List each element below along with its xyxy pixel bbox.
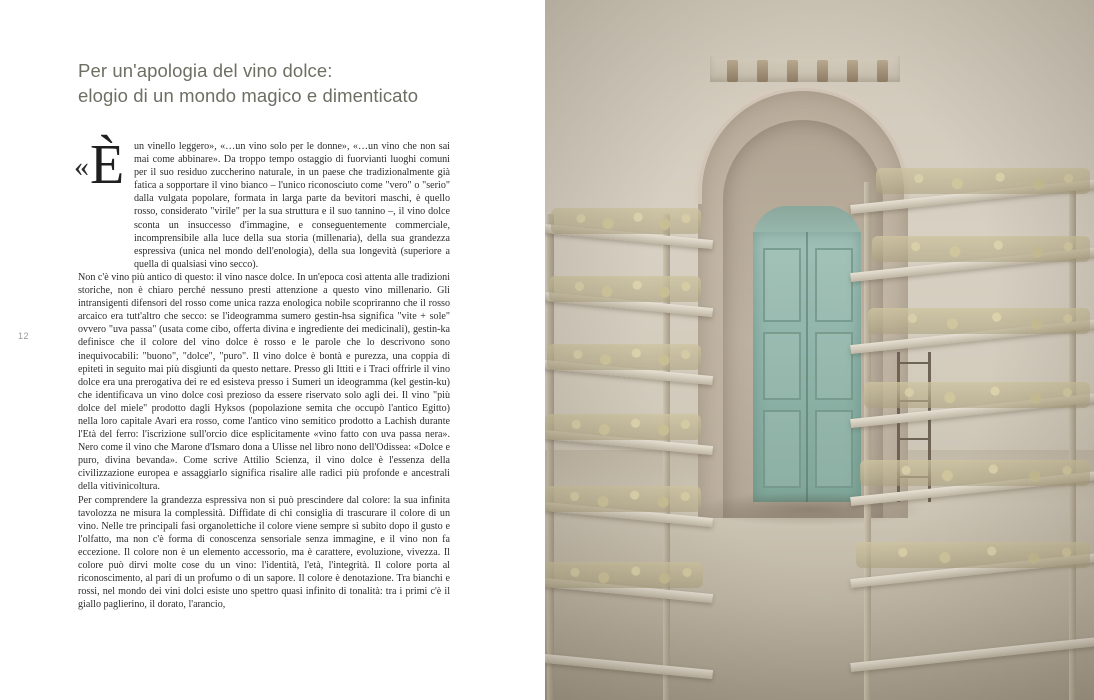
article-body [74,134,450,611]
photograph-drying-room [545,0,1094,700]
photo-grape-rack-left [545,214,713,700]
photo-door-panel [815,248,853,322]
photo-rack-shelf [850,637,1094,672]
photo-drying-grapes [551,208,701,234]
photo-ceiling-beam [787,60,798,82]
opening-quote-mark: « [74,150,89,183]
photo-lintel [710,56,900,82]
photo-ceiling-beam [727,60,738,82]
page-number: 12 [18,331,30,341]
photo-drying-grapes [868,308,1090,334]
photo-door-panel [763,248,801,322]
paragraph-2: Non c'è vino più antico di questo: il vino nasce dolce. In un'epoca così attenta alle tradizioni storiche, non è chiaro perché nessuno presti attenzione a questo vino millenario. Gli intransigenti difensori del rosso come unica razza enologica nobile scopriranno che il rosso arcaico era tutt'altro che secco: se l'ideogramma sumero gestin-hsa significa "vite + sole" ovvero "uva passa" (usata come cibo, offerta divina e ingrediente dei medicinali), gestin-ka definisce che il colore del vino dolce è rosso e le parole che lo descrivono sono inequivocabili: "buono", "dolce", "puro". Il vino dolce è bontà e purezza, una coppia di epiteti in seguito mai più disgiunti da questo nettare. Presso gli Ittiti e i Traci offrirle il vino dolce era una prerogativa dei re ed esisteva presso i Sumeri un ideogramma (kel gestin-ku) che identificava un vino dolce così prezioso da essere riservato solo agli dei. Il vino "più dolce del miele" prodotto dagli Hyksos (popolazione semita che occupò l'antico Egitto) nella loro capitale Avari era rosso, come l'antico vino semitico prodotto a Lachish durante l'Età del ferro: l'iscrizione sull'orcio dice esplicitamente «vino fatto con uva passa nera». Nero come il vino che Marone d'Ismaro dona a Ulisse nel libro nono dell'Odissea: «Dolce e puro, divina bevanda». Come scrive Attilio Scienza, il vino dolce è l'essenza della civilizzazione europea e assaggiarlo significa risalire alle radici più profonde e ancestrali della vitivinicoltura. [78,271,450,493]
photo-ceiling-beam [877,60,888,82]
photo-door-panel [815,410,853,488]
photo-drying-grapes [545,414,701,440]
photo-door-panel [763,332,801,400]
photo-drying-grapes [864,382,1090,408]
photo-grape-rack-right [850,182,1094,700]
photo-drying-grapes [545,562,703,588]
article-title [78,58,478,108]
photo-ceiling-beam [757,60,768,82]
photo-drying-grapes [872,236,1090,262]
photo-door-split [806,232,808,502]
drop-cap: È [90,134,125,196]
photo-drying-grapes [545,486,701,512]
photo-ceiling-beam [847,60,858,82]
paragraph-1: un vinello leggero», «…un vino solo per le donne», «…un vino che non sai mai come abbinare». Da troppo tempo ostaggio di fuorvianti luoghi comuni per il suo residuo zuccherino naturale, in un paese che tradizionalmente già fatica a sopportare il vino bianco – l'unico riconosciuto come "vero" o "serio" dalla vulgata popolare, formata in larga parte da bevitori maschi, è quello rosso, considerato "virile" per la sua struttura e il suo tannino –, il vino dolce sconta un insuccesso d'immagine, e conseguentemente commerciale, incomprensibile alla luce della sua storia (millenaria), della sua grandezza espressiva (unica nel mondo dell'enologia), della sua longevità (superiore a quella di qualsiasi vino secco). [134,141,450,270]
photo-drying-grapes [549,276,701,302]
left-text-page [0,0,545,700]
photo-rack-shelf [545,654,713,679]
photo-drying-grapes [860,460,1090,486]
paragraph-3: Per comprendere la grandezza espressiva non si può prescindere dal colore: la sua infinita tavolozza ne misura la complessità. Diffidate di chi consiglia di trascurare il colore di un vino. Nelle tre principali fasi organolettiche il colore viene sempre sì subito dopo il gusto e l'olfatto, ma non c'è forma di conoscenza sensoriale senza immagine, e il vino non fa eccezione. Il colore non è un elemento accessorio, ma è carattere, evoluzione, vivezza. Il colore può dirvi molte cose du un vino: l'identità, l'età, l'integrità. Il colore porta al riconoscimento, al pari di un profumo o di un sapore. Il colore è denotazione. Tra bianchi e rossi, nel mondo dei vini dolci esiste uno spettro quasi infinito di tonalità: tra i primi c'è il giallo paglierino, il dorato, l'arancio, [78,494,450,611]
first-paragraph-block [74,134,450,271]
photo-ceiling-beam [817,60,828,82]
article-title-line-1: Per un'apologia del vino dolce: [78,60,333,81]
photo-rack-post [864,182,871,700]
article-title-line-2: elogio di un mondo magico e dimenticato [78,85,419,106]
photo-drying-grapes [876,168,1090,194]
photo-door-panel [815,332,853,400]
photo-green-door [753,232,861,502]
photo-drying-grapes [547,344,701,370]
photo-drying-grapes [856,542,1090,568]
photo-door-panel [763,410,801,488]
